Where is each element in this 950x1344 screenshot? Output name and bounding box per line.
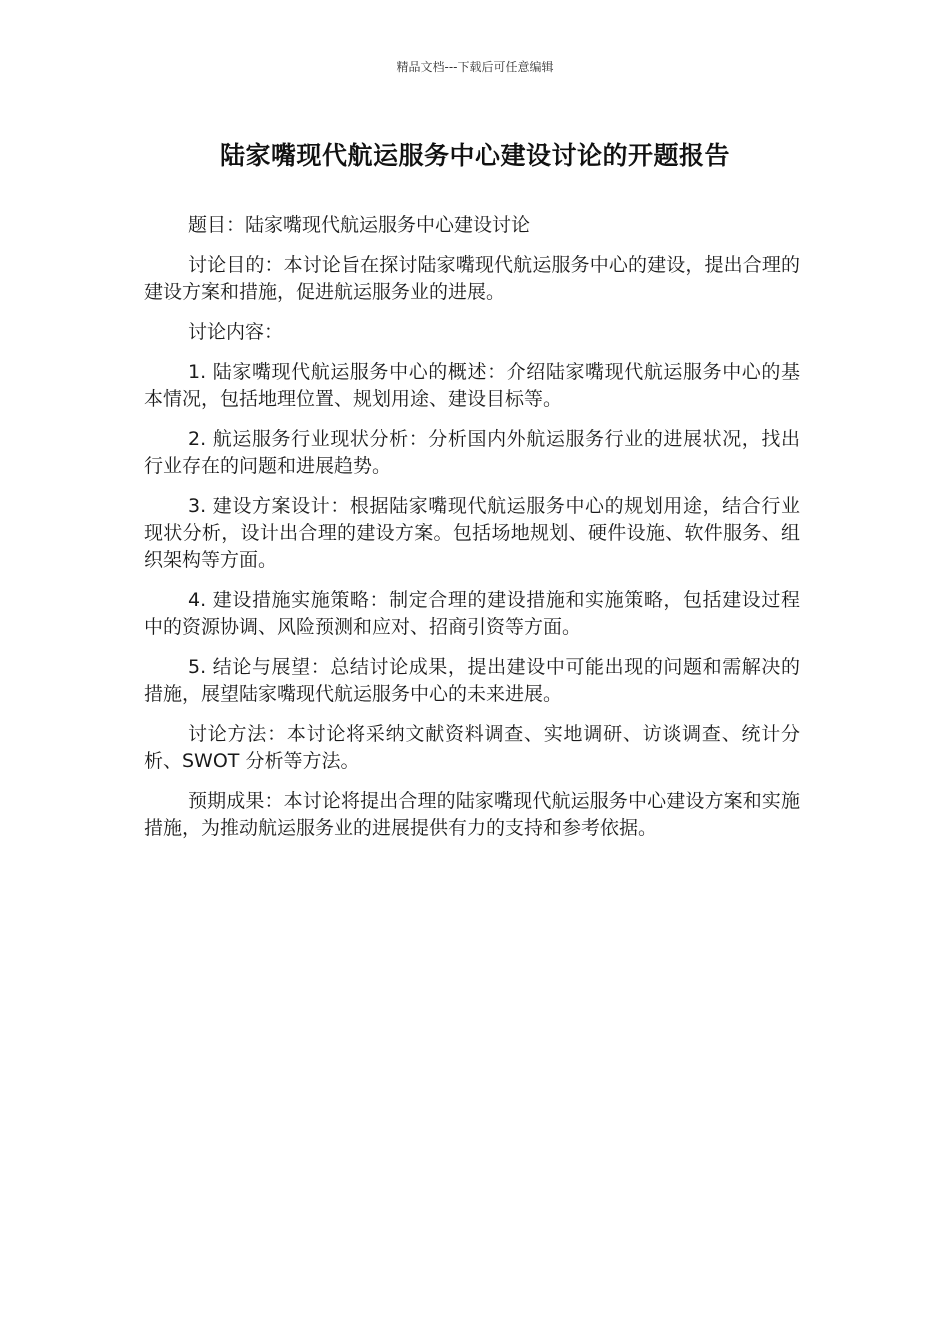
paragraph-item-1: 1. 陆家嘴现代航运服务中心的概述：介绍陆家嘴现代航运服务中心的基本情况，包括地理位置、规划用途、建设目标等。 (144, 361, 800, 410)
document-title: 陆家嘴现代航运服务中心建设讨论的开题报告 (219, 141, 730, 170)
paragraph-item-3: 3. 建设方案设计：根据陆家嘴现代航运服务中心的规划用途，结合行业现状分析，设计出合理的建设方案。包括场地规划、硬件设施、软件服务、组织架构等方面。 (144, 495, 800, 571)
document-body (144, 212, 800, 855)
paragraph-expected-results: 预期成果：本讨论将提出合理的陆家嘴现代航运服务中心建设方案和实施措施，为推动航运服务业的进展提供有力的支持和参考依据。 (144, 790, 800, 839)
paragraph-item-5: 5. 结论与展望：总结讨论成果，提出建设中可能出现的问题和需解决的措施，展望陆家嘴现代航运服务中心的未来进展。 (144, 656, 800, 705)
paragraph-item-2: 2. 航运服务行业现状分析：分析国内外航运服务行业的进展状况，找出行业存在的问题和进展趋势。 (144, 428, 800, 477)
header-note: 精品文档---下载后可任意编辑 (396, 60, 554, 74)
paragraph-purpose: 讨论目的：本讨论旨在探讨陆家嘴现代航运服务中心的建设，提出合理的建设方案和措施，促进航运服务业的进展。 (144, 254, 800, 303)
paragraph-topic: 题目：陆家嘴现代航运服务中心建设讨论 (188, 214, 531, 236)
paragraph-method: 讨论方法：本讨论将采纳文献资料调查、实地调研、访谈调查、统计分析、SWOT 分析等方法。 (144, 723, 800, 772)
paragraph-content-heading: 讨论内容： (188, 321, 284, 343)
paragraph-item-4: 4. 建设措施实施策略：制定合理的建设措施和实施策略，包括建设过程中的资源协调、风险预测和应对、招商引资等方面。 (144, 589, 800, 638)
